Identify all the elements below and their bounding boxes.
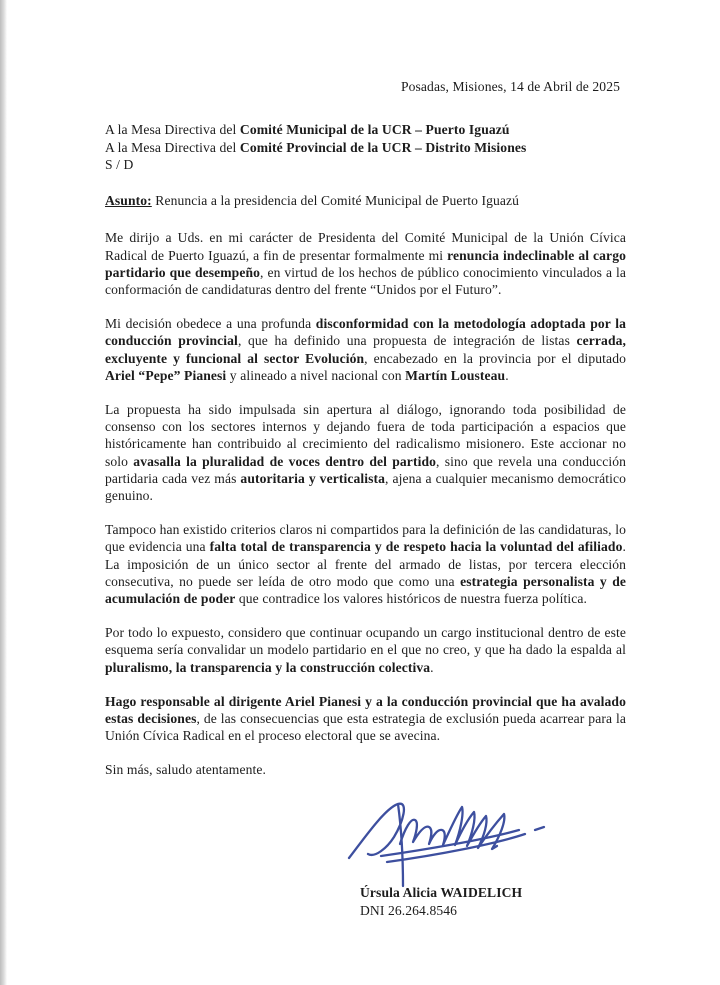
signer-name: Úrsula Alicia WAIDELICH: [360, 885, 523, 901]
body-text: Tampoco han existido criterios claros ni compartidos para la definición de las candidaturas, lo que evidencia una: [105, 522, 626, 555]
emphasis-text: Hago responsable al dirigente Ariel Pianesi y a la conducción provincial que ha avalado estas decisiones: [105, 693, 626, 726]
recipient-line: [105, 156, 626, 173]
paragraph: [105, 624, 626, 676]
signer-dni: DNI 26.264.8546: [360, 902, 458, 918]
emphasis-text: Comité Municipal de la UCR – Puerto Iguazú: [239, 122, 510, 138]
body-text: , ajena a cualquier mecanismo democrático genuino.: [105, 471, 627, 504]
body-text: A la Mesa Directiva del: [105, 139, 240, 155]
body-text: . La imposición de un único sector al frente del armado de listas, por tercera elección consecutiva, no puede ser leída de otro modo que como una: [105, 539, 626, 590]
emphasis-text: renuncia indeclinable al cargo partidario que desempeño: [105, 247, 626, 281]
signature-strokes: [349, 804, 544, 886]
body-text: , en virtud de los hechos de público conocimiento vinculados a la conformación de candidaturas dentro del frente “Unidos por el Futuro”.: [105, 265, 627, 298]
signature-block: [105, 778, 626, 938]
paragraph: [105, 521, 626, 607]
recipient-block: [105, 121, 626, 173]
handwritten-signature-icon: [343, 792, 575, 888]
body-text: y alineado a nivel nacional con: [226, 368, 406, 384]
emphasis-text: cerrada, excluyente y funcional al sector Evolución: [105, 333, 627, 366]
body-text: A la Mesa Directiva del: [105, 122, 240, 138]
body-text: que contradice los valores históricos de nuestra fuerza política.: [235, 591, 587, 607]
scan-edge-shadow: [0, 0, 7, 985]
closing-line: Sin más, saludo atentamente.: [105, 761, 266, 777]
body-text: S / D: [105, 156, 134, 172]
body-text: Por todo lo expuesto, considero que continuar ocupando un cargo institucional dentro de este esquema sería convalidar un modelo partidario en el que no creo, y que ha dado la espalda al: [105, 625, 626, 658]
body-text: .: [505, 368, 509, 384]
body-text: Mi decisión obedece a una profunda: [105, 316, 316, 332]
emphasis-text: pluralismo, la transparencia y la construcción colectiva: [105, 659, 431, 675]
body-text: , encabezado en la provincia por el diputado: [364, 350, 626, 366]
emphasis-text: Ariel “Pepe” Pianesi: [105, 368, 227, 384]
emphasis-text: falta total de transparencia y de respeto hacia la voluntad del afiliado: [209, 539, 623, 555]
emphasis-text: avasalla la pluralidad de voces dentro del partido: [133, 453, 436, 469]
recipient-line: [105, 121, 626, 138]
letter-content: [105, 0, 626, 938]
paragraph: [105, 229, 626, 298]
signer-identity: [360, 884, 522, 919]
paragraph: [105, 401, 626, 505]
date-line: Posadas, Misiones, 14 de Abril de 2025: [400, 79, 620, 94]
letter-body: [105, 229, 626, 744]
body-text: Me dirijo a Uds. en mi carácter de Presidenta del Comité Municipal de la Unión Cívica Radical de Puerto Iguazú, a fin de presentar formalmente mi: [105, 230, 626, 263]
paragraph: [105, 693, 626, 745]
emphasis-text: disconformidad con la metodología adoptada por la conducción provincial: [105, 316, 626, 349]
emphasis-text: estrategia personalista y de acumulación de poder: [105, 574, 626, 607]
subject-label: Asunto:: [105, 193, 152, 209]
body-text: .: [430, 659, 434, 675]
emphasis-text: autoritaria y verticalista: [240, 471, 386, 487]
paragraph: [105, 315, 626, 384]
body-text: La propuesta ha sido impulsada sin apertura al diálogo, ignorando toda posibilidad de consenso con los sectores internos y dejando fuera de toda participación a espacios que históricamente han contribuido al crecimiento del radicalismo misionero. Este accionar no solo: [105, 401, 626, 469]
recipient-line: [105, 139, 626, 156]
body-text: , sino que revela una conducción partidaria cada vez más: [105, 453, 626, 487]
body-text: , de las consecuencias que esta estrategia de exclusión pueda acarrear para la Unión Cívica Radical en el proceso electoral que se avecina.: [105, 710, 626, 744]
emphasis-text: Comité Provincial de la UCR – Distrito Misiones: [239, 139, 527, 155]
body-text: , que ha definido una propuesta de integración de listas: [237, 333, 577, 349]
emphasis-text: Martín Lousteau: [405, 368, 506, 384]
subject-line: [105, 192, 626, 209]
subject-text: Renuncia a la presidencia del Comité Municipal de Puerto Iguazú: [151, 193, 520, 209]
